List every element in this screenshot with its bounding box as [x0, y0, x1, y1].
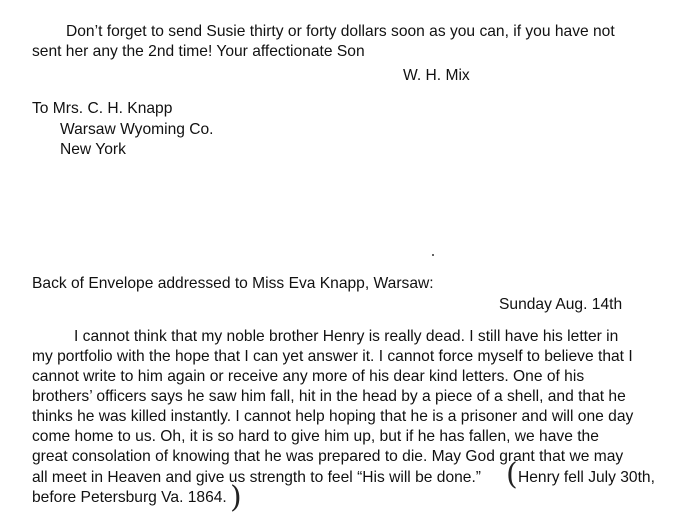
body-line-6: come home to us. Oh, it is so hard to give him up, but if he has fallen, we have the — [32, 428, 599, 445]
address-line-1: To Mrs. C. H. Knapp — [32, 100, 173, 117]
envelope-date: Sunday Aug. 14th — [499, 296, 623, 313]
scan-speck — [432, 254, 434, 256]
body-line-7: great consolation of knowing that he was prepared to die. May God grant that we may — [32, 448, 624, 465]
annotation-henry-fell: Henry fell July 30th, — [518, 469, 655, 486]
body-line-2: my portfolio with the hope that I can yet answer it. I cannot force myself to believe that I — [32, 348, 633, 365]
body-line-4: brothers’ officers says he saw him fall, hit in the head by a piece of a shell, and that he — [32, 388, 626, 405]
postscript-line-1: Don’t forget to send Susie thirty or forty dollars soon as you can, if you have not — [66, 23, 615, 40]
address-line-3: New York — [60, 141, 126, 158]
body-line-9: before Petersburg Va. 1864. — [32, 489, 227, 506]
envelope-heading: Back of Envelope addressed to Miss Eva Knapp, Warsaw: — [32, 275, 434, 292]
body-line-1: I cannot think that my noble brother Henry is really dead. I still have his letter in — [74, 328, 619, 345]
handwritten-open-paren: ( — [506, 457, 518, 492]
body-line-8: all meet in Heaven and give us strength to feel “His will be done.” — [32, 469, 481, 486]
body-line-3: cannot write to him again or receive any more of his dear kind letters. One of his — [32, 368, 585, 385]
signature: W. H. Mix — [403, 67, 470, 84]
postscript-line-2: sent her any the 2nd time! Your affectionate Son — [32, 43, 365, 60]
body-line-5: thinks he was killed instantly. I cannot help hoping that he is a prisoner and will one day — [32, 408, 634, 425]
address-line-2: Warsaw Wyoming Co. — [60, 121, 214, 138]
handwritten-close-paren: ) — [230, 480, 242, 515]
